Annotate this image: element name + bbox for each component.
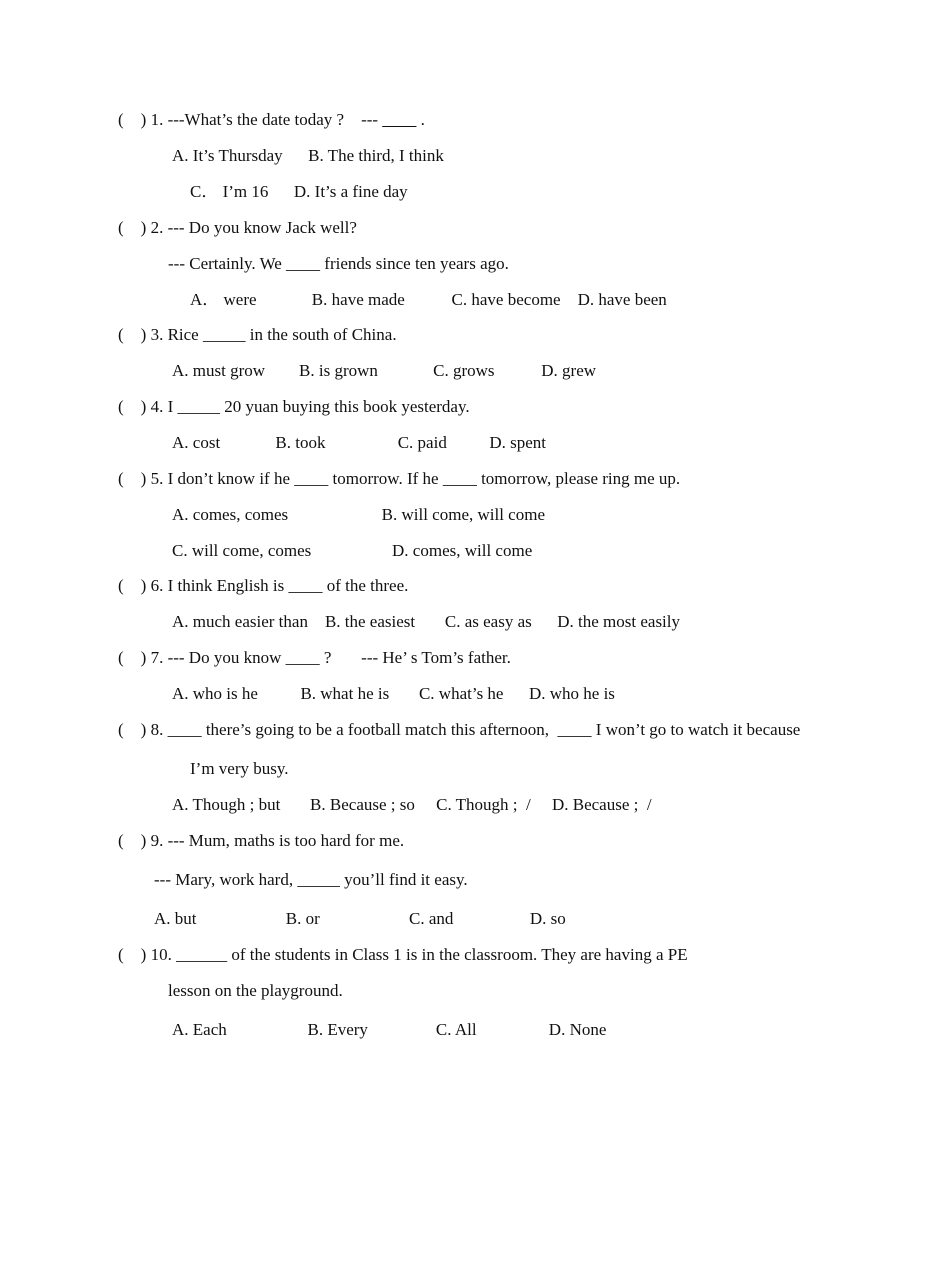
question-1-stem bbox=[118, 110, 425, 130]
question-7-options-row-1: A. who is he B. what he is C. what’s he D. who he is bbox=[172, 684, 615, 703]
question-5-options-row-1: A. comes, comes B. will come, will come bbox=[172, 505, 545, 524]
question-4-stem: ( ) 4. I _____ 20 yuan buying this book yesterday. bbox=[118, 397, 470, 416]
question-10-stem: ( ) 10. ______ of the students in Class 1 is in the classroom. They are having a PE bbox=[118, 945, 688, 964]
question-5-stem: ( ) 5. I don’t know if he ____ tomorrow. If he ____ tomorrow, please ring me up. bbox=[118, 469, 681, 488]
question-1-options-row-2: C． I’m 16 D. It’s a fine day bbox=[190, 182, 408, 201]
question-9-stem-line-2: --- Mary, work hard, _____ you’ll find it easy. bbox=[154, 870, 468, 889]
question-6-options-row-1: A. much easier than B. the easiest C. as easy as D. the most easily bbox=[172, 612, 680, 631]
question-1-stem-tail: . bbox=[416, 110, 425, 129]
question-10-stem-line-2: lesson on the playground. bbox=[168, 981, 343, 1000]
question-3-options-row-1: A. must grow B. is grown C. grows D. grew bbox=[172, 361, 597, 380]
question-5-options-row-2: C. will come, comes D. comes, will come bbox=[172, 541, 533, 560]
question-1-stem-head: ( ) 1. ---What’s the date today ? --- bbox=[118, 110, 383, 129]
question-2-options-row-1: A． were B. have made C. have become D. have been bbox=[190, 290, 667, 309]
question-6-stem: ( ) 6. I think English is ____ of the three. bbox=[118, 576, 409, 595]
question-7-stem: ( ) 7. --- Do you know ____ ? --- He’ s Tom’s father. bbox=[118, 648, 511, 667]
question-8-stem-line-2: I’m very busy. bbox=[190, 759, 289, 778]
question-2-stem: ( ) 2. --- Do you know Jack well? bbox=[118, 218, 357, 237]
question-8-options-row-1: A. Though ; but B. Because ; so C. Though ; / D. Because ; / bbox=[172, 795, 652, 814]
question-10-options-row-1: A. Each B. Every C. All D. None bbox=[172, 1020, 607, 1039]
question-3-stem: ( ) 3. Rice _____ in the south of China. bbox=[118, 325, 397, 344]
question-8-stem: ( ) 8. ____ there’s going to be a football match this afternoon, ____ I won’t go to watch it because bbox=[118, 720, 801, 739]
question-1-options-row-1: A. It’s Thursday B. The third, I think bbox=[172, 146, 444, 165]
question-9-stem: ( ) 9. --- Mum, maths is too hard for me. bbox=[118, 831, 405, 850]
question-1-answer-blank: ____ bbox=[382, 110, 417, 129]
question-4-options-row-1: A. cost B. took C. paid D. spent bbox=[172, 433, 546, 452]
question-9-options-row-1: A. but B. or C. and D. so bbox=[154, 909, 566, 928]
question-2-stem-line-2: --- Certainly. We ____ friends since ten years ago. bbox=[168, 254, 509, 273]
